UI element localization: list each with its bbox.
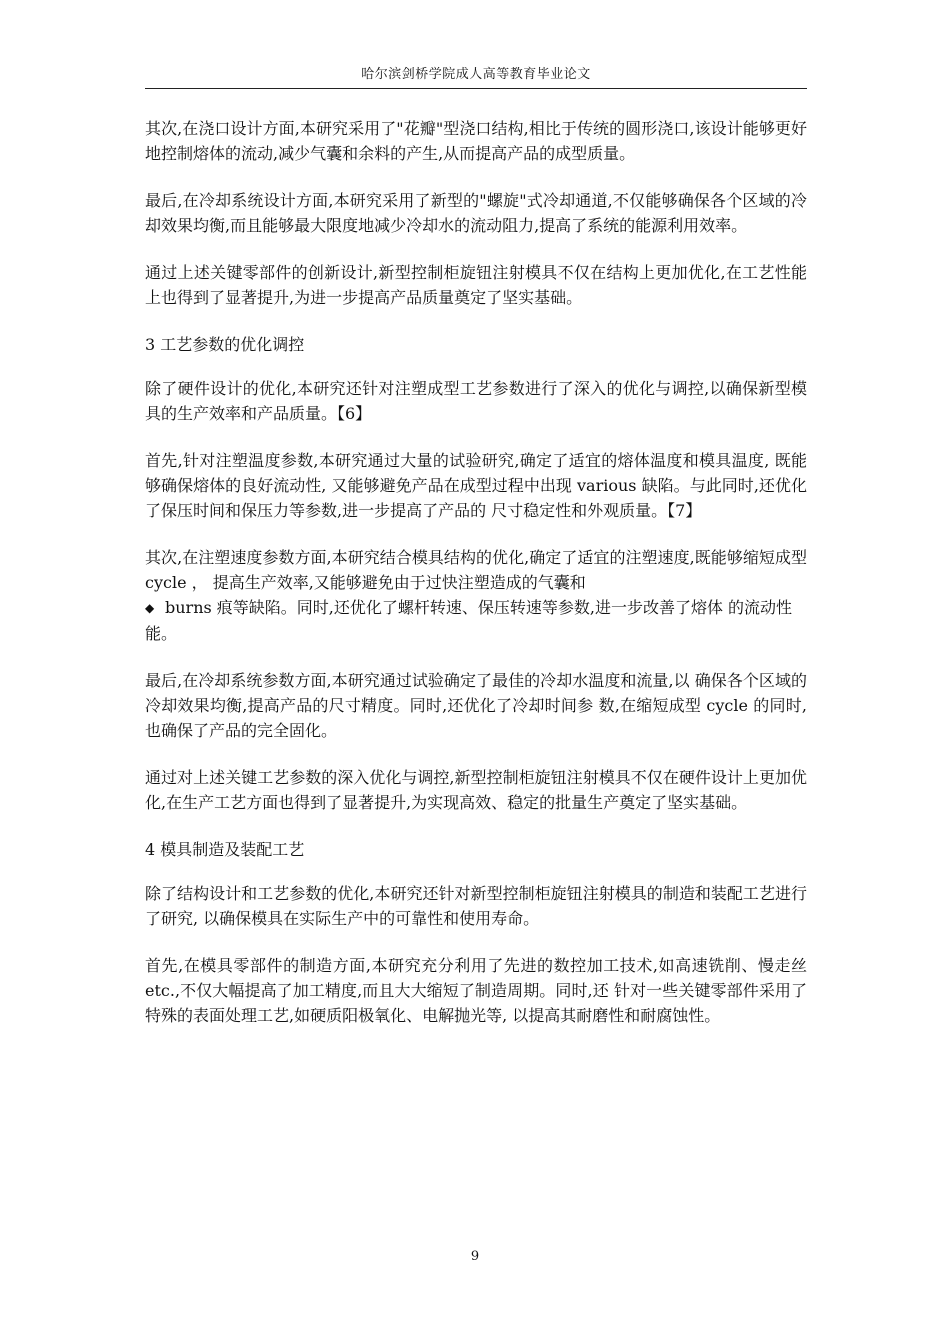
paragraph-gate-design: 其次,在浇口设计方面,本研究采用了"花瓣"型浇口结构,相比于传统的圆形浇口,该设计能够更好地控制熔体的流动,减少气囊和余料的产生,从而提高产品的成型质量。	[145, 119, 807, 163]
page-number: 9	[470, 1249, 480, 1264]
section-heading-4: 4 模具制造及装配工艺	[145, 840, 305, 859]
paragraph-parts-manufacturing: 首先,在模具零部件的制造方面,本研究充分利用了先进的数控加工技术,如高速铣削、慢走丝 etc.,不仅大幅提高了加工精度,而且大大缩短了制造周期。同时,还 针对一些关键零部件采用了特殊的表面处理工艺,如硬质阳极氧化、电解抛光等, 以提高其耐磨性和耐腐蚀性。	[145, 956, 807, 1025]
running-header: 哈尔滨剑桥学院成人高等教育毕业论文	[361, 67, 591, 82]
paragraph-process-summary: 通过对上述关键工艺参数的深入优化与调控,新型控制柜旋钮注射模具不仅在硬件设计上更加优化,在生产工艺方面也得到了显著提升,为实现高效、稳定的批量生产奠定了坚实基础。	[145, 768, 807, 812]
section-heading-3: 3 工艺参数的优化调控	[145, 335, 305, 354]
paragraph-cooling-params: 最后,在冷却系统参数方面,本研究通过试验确定了最佳的冷却水温度和流量,以 确保各个区域的冷却效果均衡,提高产品的尺寸精度。同时,还优化了冷却时间参 数,在缩短成型 cycle 的同时,也确保了产品的完全固化。	[145, 671, 807, 740]
paragraph-parts-summary: 通过上述关键零部件的创新设计,新型控制柜旋钮注射模具不仅在结构上更加优化,在工艺性能上也得到了显著提升,为进一步提高产品质量奠定了坚实基础。	[145, 263, 807, 307]
paragraph-process-intro: 除了硬件设计的优化,本研究还针对注塑成型工艺参数进行了深入的优化与调控,以确保新型模具的生产效率和产品质量。【6】	[145, 379, 807, 423]
bullet-text: burns 痕等缺陷。同时,还优化了螺杆转速、保压转速等参数,进一步改善了熔体 的流动性能。	[145, 598, 793, 643]
page-body	[145, 116, 807, 1050]
paragraph-temperature-params: 首先,针对注塑温度参数,本研究通过大量的试验研究,确定了适宜的熔体温度和模具温度, 既能够确保熔体的良好流动性, 又能够避免产品在成型过程中出现 various 缺陷。与此同时,还优化了保压时间和保压力等参数,进一步提高了产品的 尺寸稳定性和外观质量。【7】	[145, 451, 807, 520]
paragraph-cooling-design: 最后,在冷却系统设计方面,本研究采用了新型的"螺旋"式冷却通道,不仅能够确保各个区域的冷却效果均衡,而且能够最大限度地减少冷却水的流动阻力,提高了系统的能源利用效率。	[145, 191, 807, 235]
header-divider	[145, 88, 807, 89]
diamond-bullet-icon: ◆	[145, 601, 155, 615]
paragraph-speed-params: 其次,在注塑速度参数方面,本研究结合模具结构的优化,确定了适宜的注塑速度,既能够缩短成型 cycle ， 提高生产效率,又能够避免由于过快注塑造成的气囊和	[145, 548, 807, 592]
paragraph-manufacturing-intro: 除了结构设计和工艺参数的优化,本研究还针对新型控制柜旋钮注射模具的制造和装配工艺进行了研究, 以确保模具在实际生产中的可靠性和使用寿命。	[145, 884, 807, 928]
bullet-line-speed-params	[145, 595, 807, 646]
